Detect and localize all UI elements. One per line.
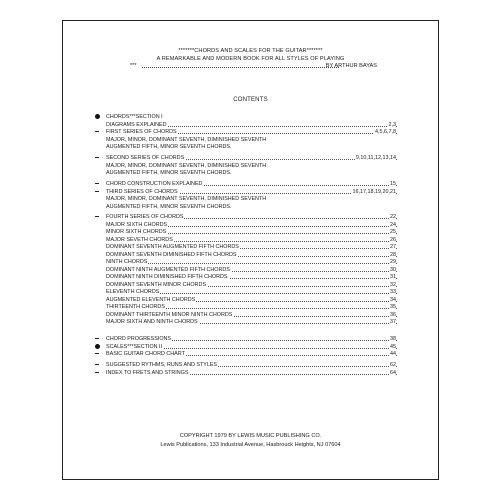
toc-entry-page: 45 xyxy=(390,344,396,350)
toc-entry-page: 44 xyxy=(390,351,396,357)
toc-entry-label: MAJOR SIXTH AND NINTH CHORDS xyxy=(106,319,198,325)
toc-entry-page: 16,17,18,19,20,21 xyxy=(352,188,396,195)
toc-entry-label: AUGMENTED FIFTH, MINOR SEVENTH CHORDS. xyxy=(106,144,232,150)
author-line-stars: *** xyxy=(130,62,137,69)
toc-entry xyxy=(0,361,500,369)
toc-entry xyxy=(0,203,500,211)
toc-entry-label: THIRD SERIES OF CHORDS xyxy=(106,188,178,195)
toc-marker xyxy=(93,350,101,358)
toc-entry-page: 9,10,11,12,13,14 xyxy=(355,155,396,161)
dash-icon xyxy=(95,364,99,365)
toc-entry xyxy=(0,369,500,377)
bullet-dot-icon xyxy=(95,344,100,349)
toc-entry xyxy=(0,335,500,343)
toc-entry-label: MAJOR, MINOR, DOMINANT SEVENTH, DIMINISHED SEVENTH xyxy=(106,196,267,202)
toc-entry-label: SUGGESTED RYTHMS, RUNS AND STYLES xyxy=(106,362,218,368)
publisher-address: Lewis Publications, 133 Industrial Avenue, Hasbrouck Heights, NJ 07604 xyxy=(160,442,341,448)
author-name: BY ARTHUR BAYAS xyxy=(325,62,377,69)
toc-entry-page: 28 xyxy=(390,251,396,258)
toc-entry-page: 33 xyxy=(390,289,396,295)
toc-entry-page: 15 xyxy=(390,181,396,187)
toc-entry xyxy=(0,113,500,121)
toc-entry-label: CHORD PROGRESSIONS xyxy=(106,336,171,342)
toc-entry xyxy=(0,318,500,326)
toc-marker xyxy=(93,335,101,343)
dash-icon xyxy=(95,372,99,373)
toc-entry-page: 62 xyxy=(390,362,396,368)
toc-entry-label: DOMINANT NINTH AUGMENTED FIFTH CHORDS xyxy=(106,266,230,273)
toc-entry xyxy=(0,169,500,177)
toc-marker xyxy=(93,113,101,121)
toc-entry-label: MAJOR, MINOR, DOMINANT SEVENTH, DIMINISHED SEVENTH xyxy=(106,136,267,143)
toc-entry-label: MAJOR SEVETH CHORDS xyxy=(106,236,173,243)
toc-entry-page: 24 xyxy=(390,221,396,228)
toc-entry-page: 37 xyxy=(390,319,396,325)
dash-icon xyxy=(95,183,99,184)
toc-entry xyxy=(0,350,500,358)
book-subtitle: A REMARKABLE AND MODERN BOOK FOR ALL STYLES OF PLAYING xyxy=(156,55,345,62)
toc-entry-label: DOMINANT THIRTEENTH MINOR NINTH CHORDS xyxy=(106,311,233,318)
dash-icon xyxy=(95,131,99,132)
toc-entry-page: 29 xyxy=(390,259,396,265)
toc-entry-label: AUGMENTED FIFTH, MINOR SEVENTH CHORDS. xyxy=(106,170,232,176)
copyright-line: COPYRIGHT 1979 BY LEWIS MUSIC PUBLISHING CO. xyxy=(179,433,322,439)
toc-entry-label: ELEVENTH CHORDS xyxy=(106,289,160,295)
toc-entry-page: 36 xyxy=(390,311,396,318)
toc-entry-page: 27 xyxy=(390,244,396,250)
toc-entry-page: 22 xyxy=(390,214,396,220)
toc-entry-page: 38 xyxy=(390,336,396,342)
toc-entry-label: DOMINANT SEVENTH MINOR CHORDS xyxy=(106,281,206,288)
toc-entry-label: DIAGRAMS EXPLAINED xyxy=(106,122,167,128)
bullet-dot-icon xyxy=(95,114,100,119)
toc-entry-page: 64 xyxy=(390,370,396,376)
toc-entry-label: BASIC GUITAR CHORD CHART xyxy=(106,351,185,357)
toc-entry-label: CHORD CONSTRUCTION EXPLAINED xyxy=(106,181,203,187)
toc-entry xyxy=(0,143,500,151)
toc-entry-label: MINOR SIXTH CHORDS xyxy=(106,229,167,235)
toc-marker xyxy=(93,369,101,377)
toc-entry-label: MAJOR SIXTH CHORDS xyxy=(106,221,168,228)
toc-entry-label: SCALES***SECTION II xyxy=(106,344,163,350)
dash-icon xyxy=(95,338,99,339)
toc-entry-page: 34 xyxy=(390,296,396,303)
toc-entry-page: 31 xyxy=(390,274,396,280)
toc-entry-page: 30 xyxy=(390,266,396,273)
toc-entry-page: 2,3 xyxy=(388,122,396,128)
toc-marker xyxy=(93,361,101,369)
dash-icon xyxy=(95,157,99,158)
dash-icon xyxy=(95,353,99,354)
toc-entry-label: DOMINANT SEVENTH DIMINISHED FIFTH CHORDS xyxy=(106,251,237,258)
toc-entry-label: THIRTEENTH CHORDS xyxy=(106,304,165,310)
toc-entry-label: DOMINANT NINTH DIMINISHED FIFTH CHORDS xyxy=(106,274,228,280)
dash-icon xyxy=(95,216,99,217)
dash-icon xyxy=(95,191,99,192)
toc-entry-label: FIRST SERIES OF CHORDS xyxy=(106,129,177,135)
toc-entry-label: AUGMENTED FIFTH, MINOR SEVENTH CHORDS. xyxy=(106,203,232,210)
toc-entry-label: MAJOR, MINOR, DOMINANT SEVENTH, DIMINISHED SEVENTH xyxy=(106,162,267,169)
toc-entry-label: FOURTH SERIES OF CHORDS xyxy=(106,214,184,220)
contents-heading: CONTENTS xyxy=(233,97,268,103)
dot-leader xyxy=(106,263,397,264)
book-title: *******CHORDS AND SCALES FOR THE GUITAR******* xyxy=(178,48,323,54)
toc-entry-label: DOMINANT SEVENTH AUGMENTED FIFTH CHORDS xyxy=(106,244,239,250)
toc-entry-label: INDEX TO FRETS AND STRINGS xyxy=(106,370,189,376)
toc-entry-label: SECOND SERIES OF CHORDS xyxy=(106,155,185,161)
toc-entry-label: CHORDS***SECTION I xyxy=(106,114,163,120)
toc-entry-page: 35 xyxy=(390,304,396,310)
toc-entry-page: 32 xyxy=(390,281,396,288)
toc-entry-page: 25 xyxy=(390,229,396,235)
toc-entry-label: AUGMENTED ELEVENTH CHORDS xyxy=(106,296,196,303)
toc-entry-label: NINTH CHORDS xyxy=(106,259,148,265)
toc-entry-page: 4,5,6,7,8 xyxy=(375,129,396,135)
toc-entry-page: 26 xyxy=(390,236,396,243)
